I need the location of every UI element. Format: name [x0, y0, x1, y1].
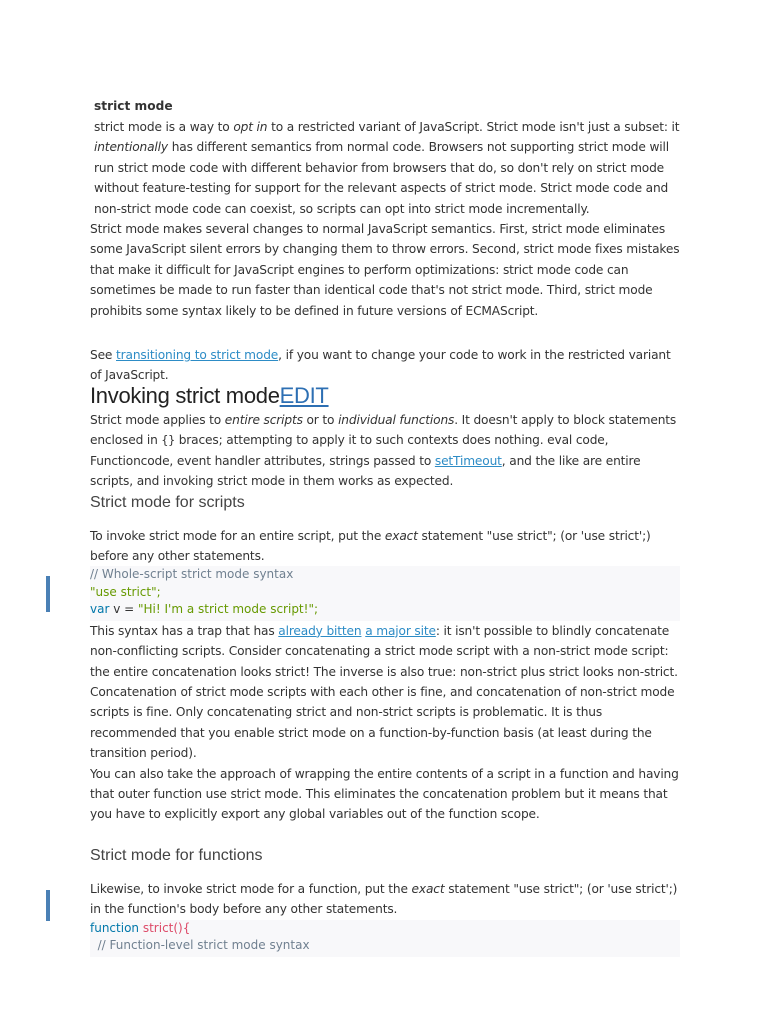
document-page — [90, 96, 680, 957]
heading-text: Invoking strict mode — [90, 382, 280, 408]
edit-link[interactable]: EDIT — [279, 382, 329, 408]
code-plain: v = — [109, 602, 138, 617]
transitioning-link[interactable]: transitioning to strict mode — [116, 348, 279, 363]
invoking-heading — [90, 383, 680, 409]
major-site-link[interactable]: a major site — [365, 623, 436, 638]
text-run: Strict mode applies to — [90, 412, 225, 427]
settimeout-link[interactable]: setTimeout — [434, 453, 502, 468]
code-function-name: strict — [139, 920, 174, 935]
code-block-bar — [46, 576, 50, 612]
code-comment-line: // Whole-script strict mode syntax — [90, 567, 294, 582]
text-run: , if you want to change your code to work in the restricted variant of JavaScript. — [90, 348, 671, 383]
intro-section — [90, 96, 680, 386]
scripts-paragraph-3: You can also take the approach of wrapping the entire contents of a script in a function and having that outer function use strict mode. This eliminates the concatenation problem but it means that you have to explicitly export any global variables out of the function scope. — [90, 766, 679, 822]
scripts-heading: Strict mode for scripts — [90, 493, 245, 511]
scripts-paragraph-1 — [90, 526, 680, 567]
intro-paragraph-2: Strict mode makes several changes to normal JavaScript semantics. First, strict mode eliminates some JavaScript silent errors by changing them to throw errors. Second, strict mode fixes mistakes that make it difficult for JavaScript engines to perform optimizations: strict mode code can sometimes be made to run faster than identical code that's not strict mode. Third, strict mode prohibits some syntax likely to be defined in future versions of ECMAScript. — [90, 222, 680, 318]
code-var-line — [90, 601, 680, 619]
code-string: "Hi! I'm a strict mode script!"; — [138, 602, 319, 617]
text-run: See — [90, 348, 117, 363]
scripts-paragraph-2 — [90, 621, 680, 764]
code-use-strict-line: "use strict"; — [90, 584, 161, 599]
text-run: This syntax has a trap that has — [90, 623, 279, 638]
functions-paragraph — [90, 879, 680, 920]
code-keyword: var — [90, 602, 110, 617]
text-run: statement "use strict"; (or 'use strict';) in the function's body before any other statements. — [90, 881, 678, 917]
text-run: or to — [302, 412, 339, 427]
scripts-section — [90, 492, 680, 825]
emphasis: intentionally — [94, 140, 168, 155]
text-run: , and the like are entire scripts, and invoking strict mode in them works as expected. — [90, 453, 641, 489]
text-run: statement "use strict"; (or 'use strict';) before any other statements. — [90, 528, 651, 563]
text-run: To invoke strict mode for an entire script, put the — [90, 528, 385, 543]
text-run: : it isn't possible to blindly concatenate non-conflicting scripts. Consider concatenating a strict mode script with a non-strict mode script: the entire concatenation looks strict! The inverse is also true: non-strict plus strict looks non-strict. Concatenation of strict mode scripts with each other is fine, and concatenation of non-strict mode scripts is fine. Only concatenating strict and non-strict scripts is problematic. It is thus recommended that you enable strict mode on a function-by-function basis (at least during the transition period). — [90, 623, 678, 761]
text-run: . It doesn't apply to block statements enclosed in — [90, 412, 677, 448]
inline-code: {} — [161, 433, 175, 448]
already-bitten-link[interactable]: already bitten — [278, 623, 362, 638]
text-run: to a restricted variant of JavaScript. Strict mode isn't just a subset: it — [267, 120, 680, 134]
function-code-block — [90, 920, 680, 957]
invoking-paragraph — [90, 410, 680, 492]
text-run: has different semantics from normal code. Browsers not supporting strict mode will run strict mode code with different behavior from browsers that do, so don't rely on strict mode without feature-testing for support for the relevant aspects of strict mode. Strict mode code and non-strict mode code can coexist, so scripts can opt into strict mode incrementally. — [94, 140, 669, 216]
intro-heading: strict mode — [94, 99, 173, 113]
functions-heading: Strict mode for functions — [90, 846, 263, 864]
text-run: strict mode is a way to — [94, 120, 234, 134]
intro-paragraph-3 — [90, 345, 680, 386]
text-run: braces; attempting to apply it to such contexts does nothing. eval code, Functioncode, event handler attributes, strings passed to — [90, 433, 609, 468]
text-run: Likewise, to invoke strict mode for a function, put the — [90, 881, 412, 896]
intro-paragraph-1 — [90, 117, 680, 219]
code-block-bar — [46, 890, 50, 921]
code-function-line — [90, 920, 680, 938]
code-punctuation: (){ — [173, 920, 191, 935]
code-comment-line: // Function-level strict mode syntax — [90, 938, 310, 953]
emphasis: exact — [384, 528, 418, 543]
emphasis: individual functions — [338, 412, 455, 427]
invoking-section — [90, 383, 680, 492]
emphasis: exact — [411, 881, 445, 896]
emphasis: opt in — [233, 120, 268, 134]
script-code-block — [90, 566, 680, 621]
code-keyword: function — [90, 920, 140, 935]
emphasis: entire scripts — [224, 412, 303, 427]
functions-section — [90, 845, 680, 957]
